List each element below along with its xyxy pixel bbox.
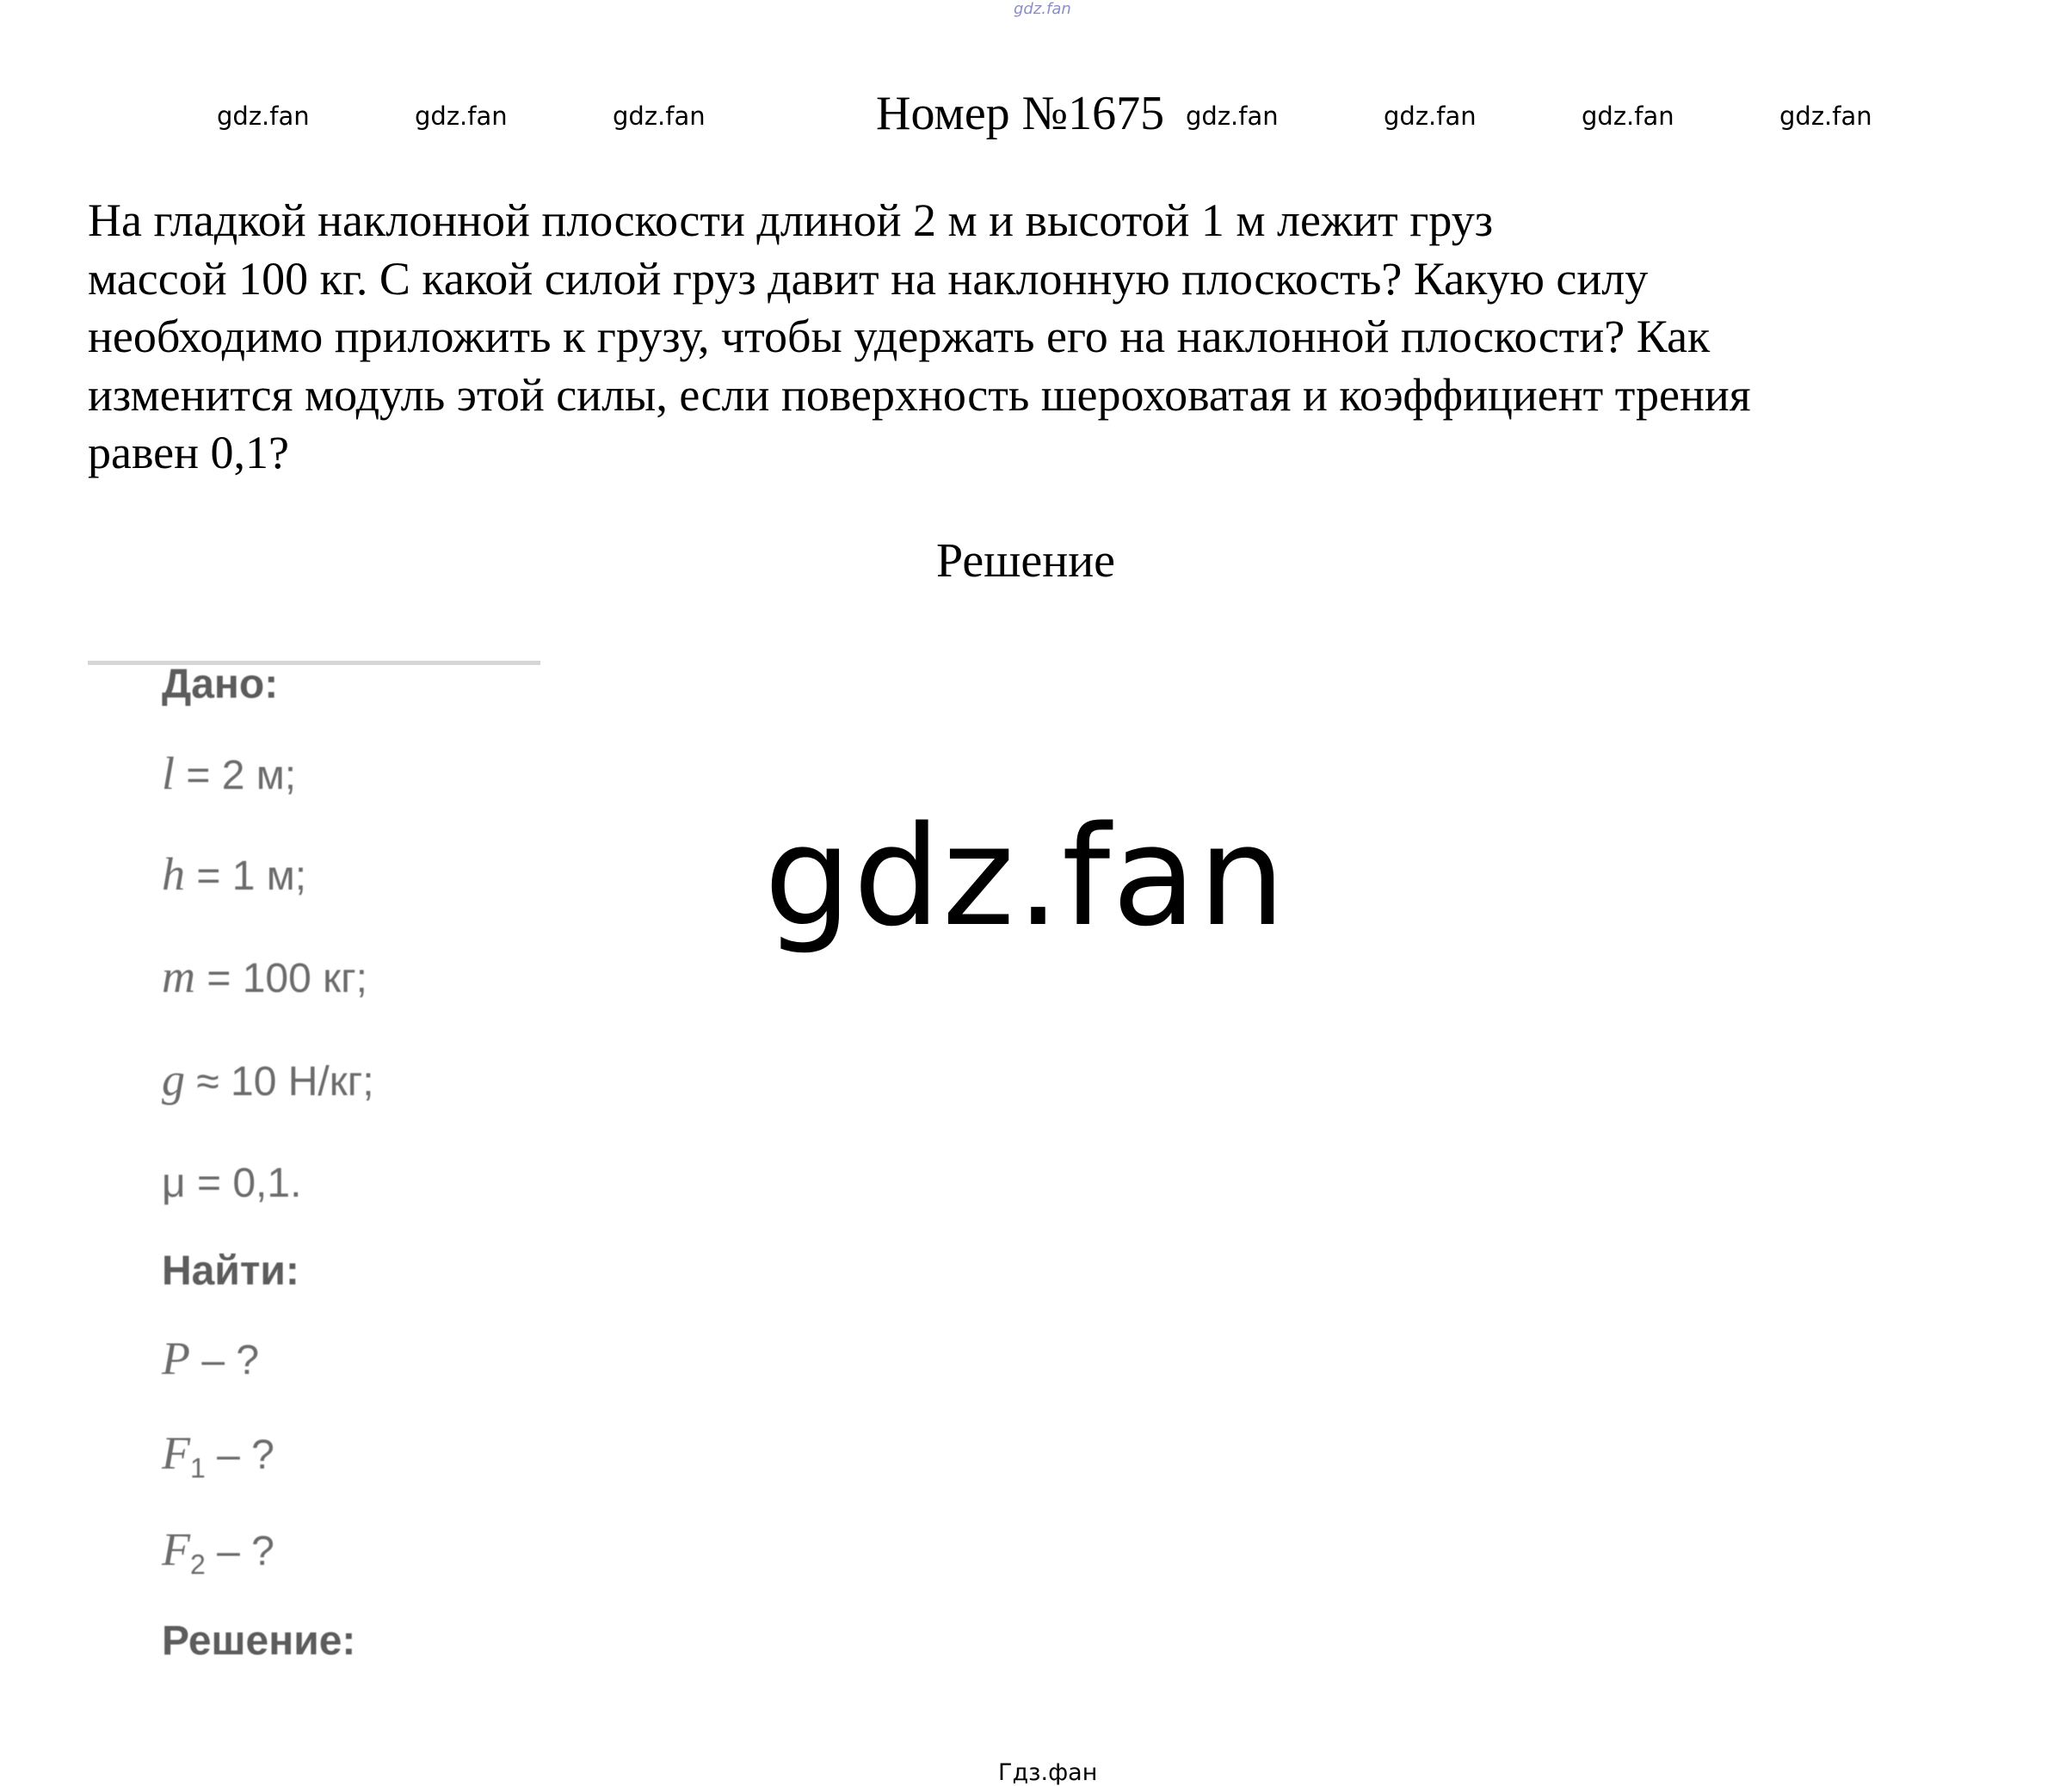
find-item [162, 1523, 274, 1581]
find-value: – ? [190, 1338, 260, 1383]
find-label: Найти: [162, 1248, 299, 1294]
solution-label: Решение: [162, 1618, 356, 1664]
header-watermark: gdz.fan [1582, 102, 1674, 131]
find-subscript: 2 [190, 1549, 206, 1580]
given-value: μ = 0,1. [162, 1161, 302, 1206]
find-item [162, 1426, 274, 1485]
find-variable: P [162, 1333, 190, 1384]
given-variable: h [162, 848, 185, 900]
problem-line: равен 0,1? [88, 427, 289, 478]
header-watermark: gdz.fan [613, 102, 706, 131]
given-value: = 1 м; [185, 853, 307, 899]
big-watermark: gdz.fan [764, 796, 1287, 957]
scan-divider [88, 661, 540, 665]
given-variable: m [162, 951, 195, 1002]
find-item [162, 1332, 259, 1385]
given-item [162, 950, 367, 1003]
given-variable: g [162, 1054, 185, 1105]
given-value: ≈ 10 Н/кг; [185, 1059, 374, 1105]
problem-line: На гладкой наклонной плоскости длиной 2 м и высотой 1 м лежит груз [88, 194, 1494, 246]
top-watermark: gdz.fan [1014, 0, 1071, 18]
given-variable: l [162, 748, 176, 799]
problem-statement [88, 192, 2015, 483]
page-title: Номер №1675 [876, 87, 1165, 140]
find-variable: F [162, 1427, 190, 1479]
header-watermark: gdz.fan [1779, 102, 1872, 131]
find-value: – ? [205, 1432, 274, 1478]
given-item [162, 747, 296, 800]
problem-line: изменится модуль этой силы, если поверхность шероховатая и коэффициент трения [88, 368, 1751, 421]
given-value: = 100 кг; [195, 956, 367, 1001]
solution-heading: Решение [936, 534, 1116, 588]
find-value: – ? [205, 1529, 274, 1574]
given-label: Дано: [162, 662, 279, 707]
header-watermark: gdz.fan [415, 102, 508, 131]
given-value: = 2 м; [175, 753, 297, 798]
find-variable: F [162, 1524, 190, 1575]
given-item [162, 1160, 301, 1207]
problem-line: необходимо приложить к грузу, чтобы удержать его на наклонной плоскости? Как [88, 311, 1711, 362]
given-item [162, 847, 306, 901]
header-watermark: gdz.fan [217, 102, 310, 131]
header-watermark: gdz.fan [1384, 102, 1477, 131]
find-subscript: 1 [190, 1452, 206, 1484]
problem-line: массой 100 кг. С какой силой груз давит на наклонную плоскость? Какую силу [88, 252, 1649, 305]
given-item [162, 1053, 374, 1106]
footer-watermark: Гдз.фан [998, 1759, 1098, 1786]
header-watermark: gdz.fan [1186, 102, 1279, 131]
